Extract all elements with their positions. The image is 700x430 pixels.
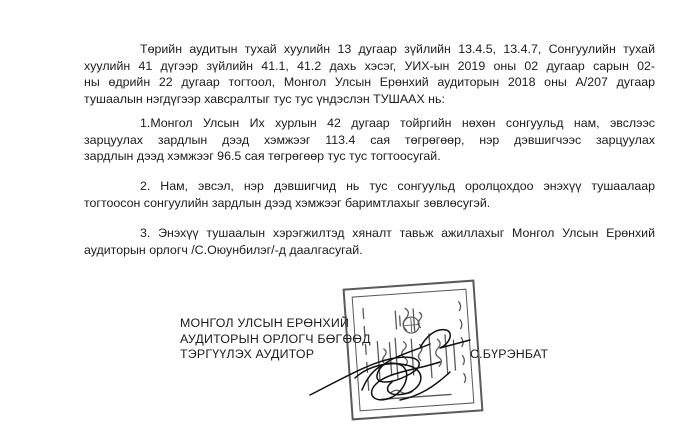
paragraph-line: хуулийн 41 дүгээр зүйлийн 41.1, 41.2 дахь хэсэг, УИХ-ын 2019 оны 02 дугаар сарын 02- [84, 58, 655, 73]
paragraph-line: тогтоосон сонгуулийн зардлын дээд хэмжээг баримтлахыг зөвлөсугэй. [84, 195, 491, 210]
paragraph-line: ны өдрийн 22 дугаар тогтоол, Монгол Улсын Ерөнхий аудиторын 2018 оны А/207 дугаар [84, 75, 655, 89]
paragraph-item-2 [84, 178, 655, 211]
signatory-title [180, 316, 371, 363]
signatory-title-line: МОНГОЛ УЛСЫН ЕРӨНХИЙ [180, 316, 350, 330]
paragraph-line: зардлын дээд хэмжээг 96.5 сая төгрөгөөр тус тус тогтоосугай. [84, 149, 441, 163]
signatory-name: С.БҮРЭНБАТ [470, 347, 549, 361]
paragraph-line: Төрийн аудитын тухай хуулийн 13 дугаар зүйлийн 13.4.5, 13.4.7, Сонгуулийн тухай [140, 42, 655, 56]
signatory-title-line: АУДИТОРЫН ОРЛОГЧ БӨГӨӨД [180, 331, 371, 346]
paragraph-line: 1.Монгол Улсын Их хурлын 42 дугаар тойргийн нөхөн сонгуульд нам, эвслээс [140, 116, 655, 130]
signatory-title-line: ТЭРГҮҮЛЭХ АУДИТОР [180, 347, 315, 361]
paragraph-line: 3. Энэхүү тушаалын хэрэгжилтэд хяналт тавьж ажиллахыг Монгол Улсын Ерөнхий [140, 226, 655, 240]
paragraph-legal-basis [84, 41, 655, 107]
paragraph-line: аудиторын орлогч /С.Оюунбилэг/-д даалгасугай. [84, 242, 363, 257]
paragraph-item-3 [84, 225, 655, 258]
paragraph-line: тушаалын нэгдүгээр хавсралтыг тус тус үндэслэн ТУШААХ нь: [84, 91, 445, 106]
paragraph-line: зарцуулах зардлын дээд хэмжээг 113.4 сая төгрөгөөр, нэр дэвшигчээс зарцуулах [84, 132, 655, 147]
paragraph-line: 2. Нам, эвсэл, нэр дэвшигчид нь тус сонгуульд оролцохдоо энэхүү тушаалаар [140, 179, 655, 193]
paragraph-item-1 [84, 115, 655, 165]
